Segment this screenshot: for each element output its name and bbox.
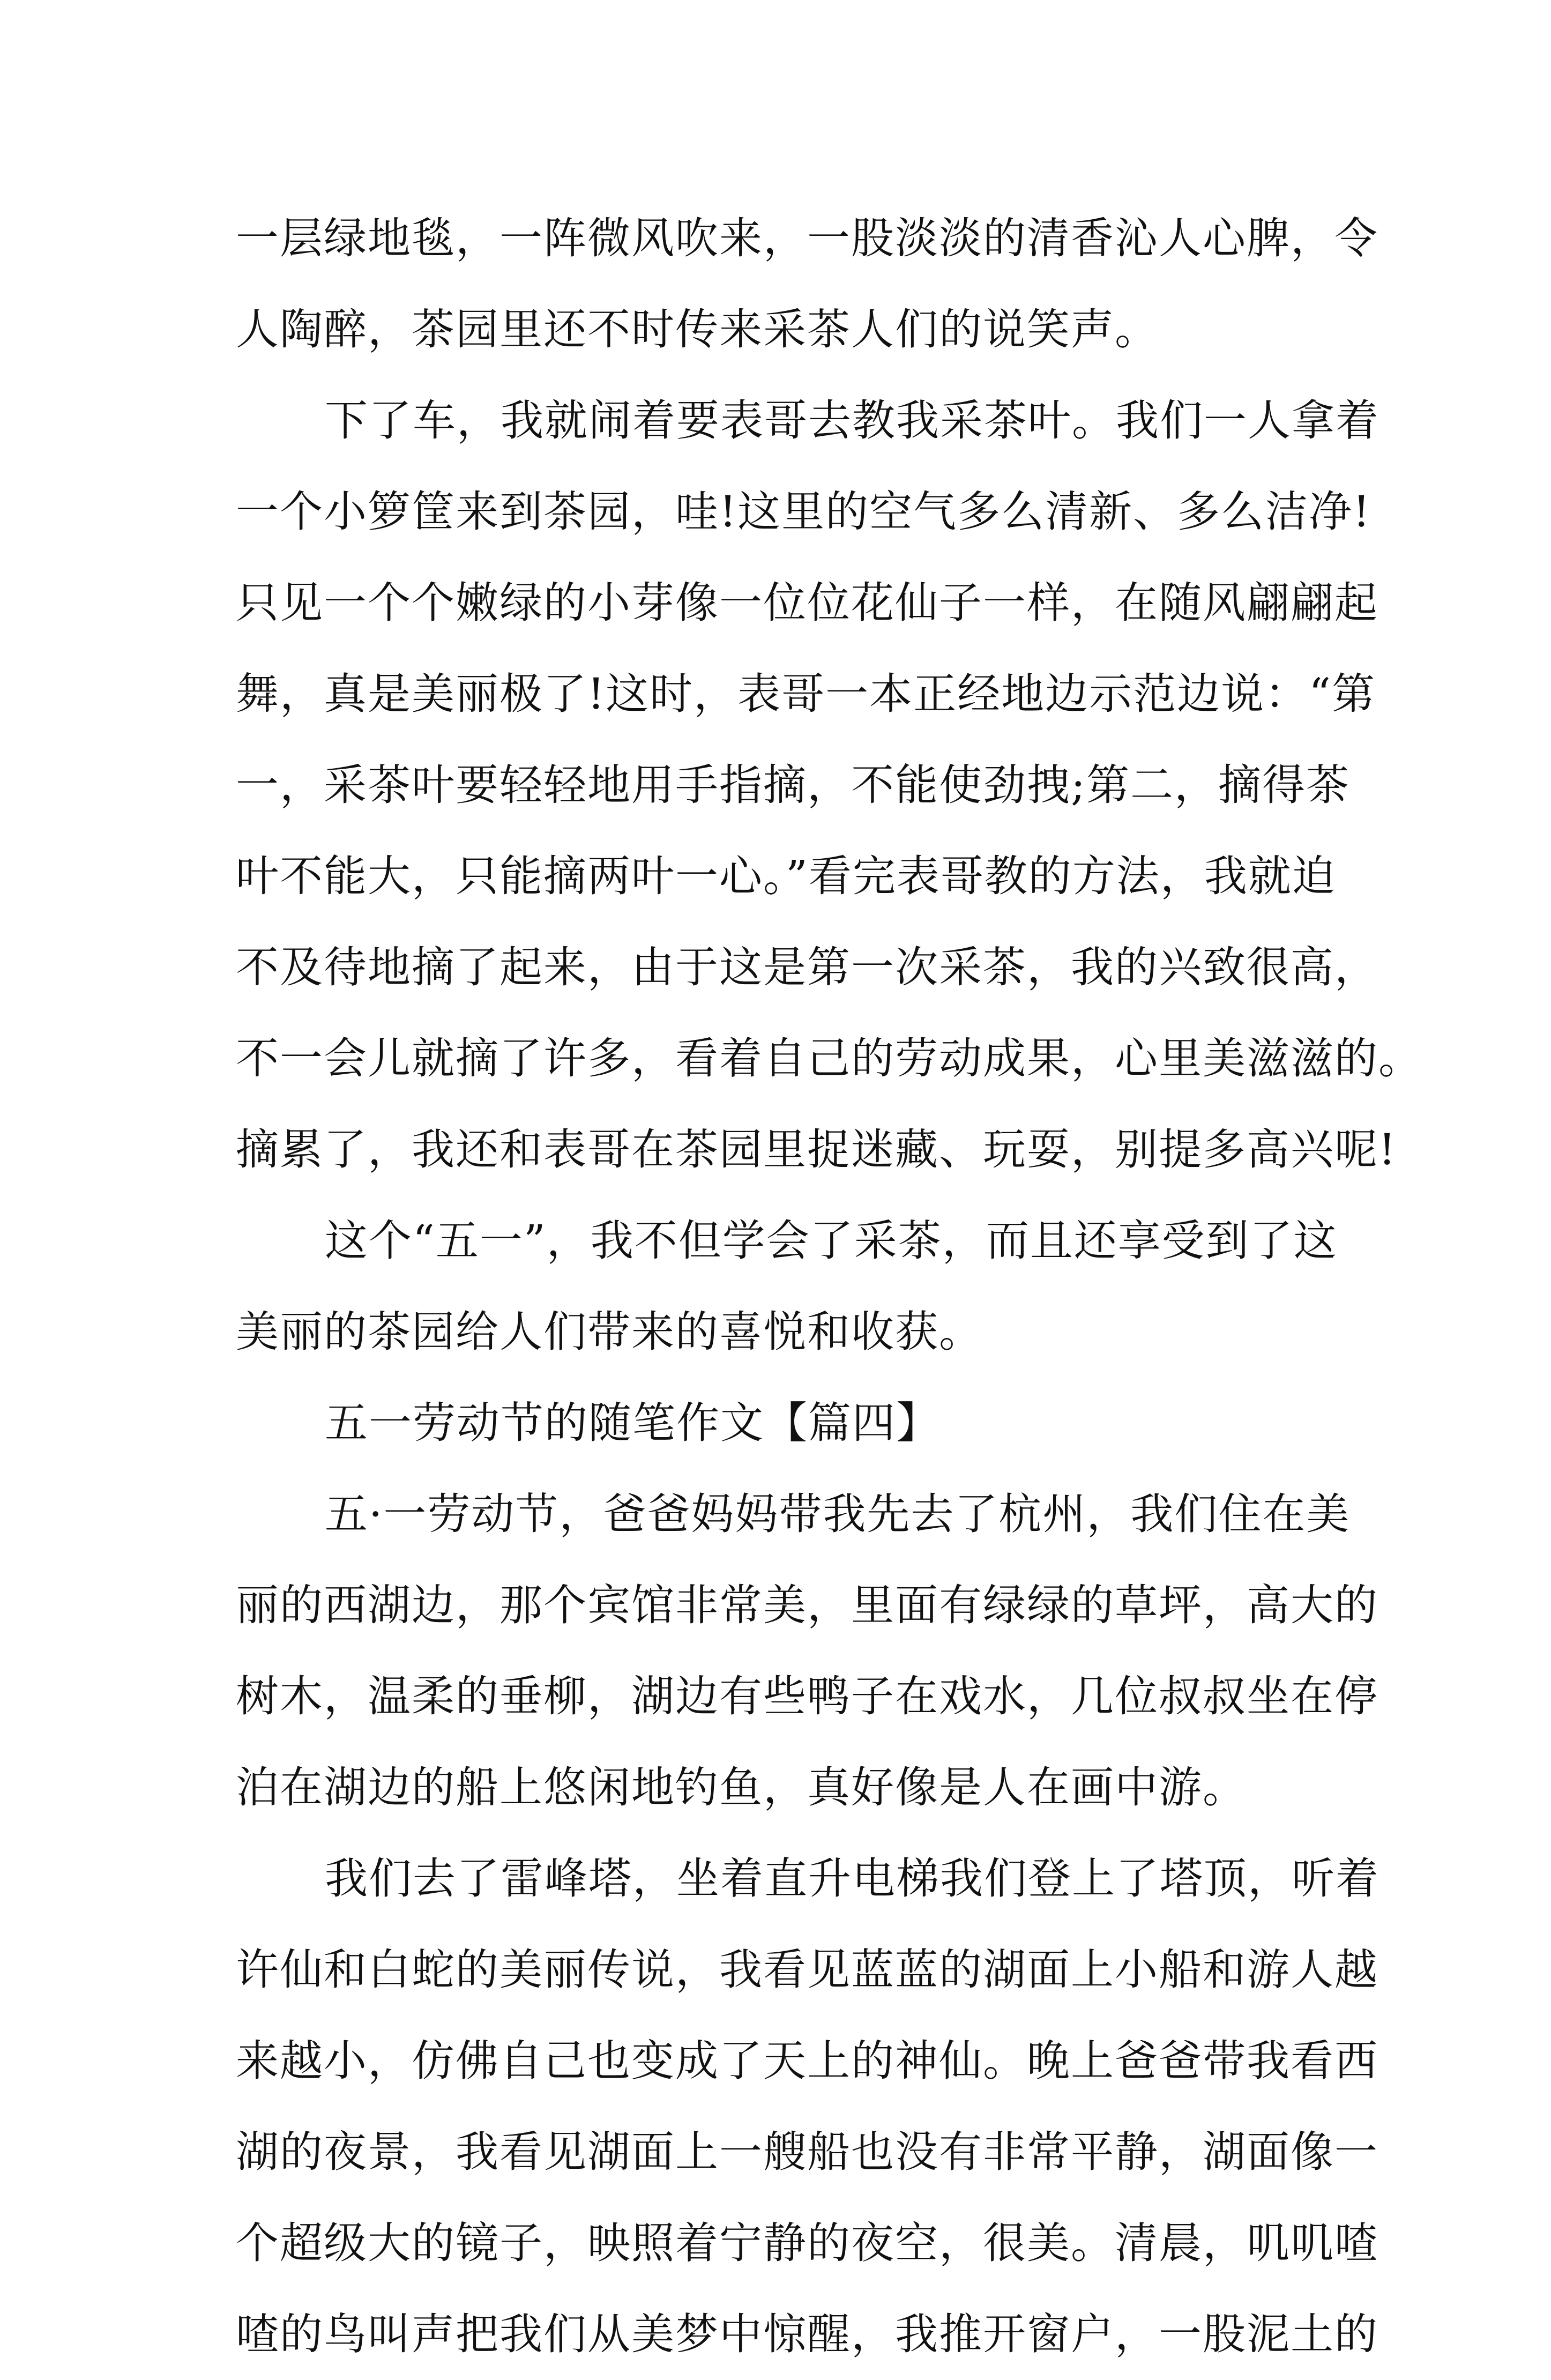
text-line: 一个小箩筐来到茶园，哇!这里的空气多么清新、多么洁净! bbox=[236, 487, 1371, 537]
text-line: 只见一个个嫩绿的小芽像一位位花仙子一样，在随风翩翩起 bbox=[236, 578, 1378, 628]
text-line: 我们去了雷峰塔，坐着直升电梯我们登上了塔顶，听着 bbox=[325, 1854, 1380, 1903]
text-line: 个超级大的镜子，映照着宁静的夜空，很美。清晨，叽叽喳 bbox=[236, 2218, 1378, 2268]
document-body bbox=[236, 193, 1422, 2380]
text-line: 摘累了，我还和表哥在茶园里捉迷藏、玩耍，别提多高兴呢! bbox=[236, 1125, 1397, 1174]
text-line: 美丽的茶园给人们带来的喜悦和收获。 bbox=[236, 1307, 983, 1357]
text-line: 一，采茶叶要轻轻地用手指摘，不能使劲拽;第二，摘得茶 bbox=[236, 760, 1350, 810]
text-line: 来越小，仿佛自己也变成了天上的神仙。晚上爸爸带我看西 bbox=[236, 2036, 1378, 2086]
text-line: 这个“五一”，我不但学会了采茶，而且还享受到了这 bbox=[325, 1216, 1338, 1266]
section-heading: 五一劳动节的随笔作文【篇四】 bbox=[325, 1398, 940, 1448]
text-line: 下了车，我就闹着要表哥去教我采茶叶。我们一人拿着 bbox=[325, 396, 1380, 445]
text-line: 丽的西湖边，那个宾馆非常美，里面有绿绿的草坪，高大的 bbox=[236, 1580, 1378, 1630]
text-line: 叶不能大，只能摘两叶一心。”看完表哥教的方法，我就迫 bbox=[236, 851, 1336, 901]
text-line: 舞，真是美丽极了!这时，表哥一本正经地边示范边说：“第 bbox=[236, 669, 1376, 719]
text-line: 人陶醉，茶园里还不时传来采茶人们的说笑声。 bbox=[236, 304, 1159, 354]
text-line: 许仙和白蛇的美丽传说，我看见蓝蓝的湖面上小船和游人越 bbox=[236, 1945, 1378, 1995]
text-line: 树木，温柔的垂柳，湖边有些鸭子在戏水，几位叔叔坐在停 bbox=[236, 1671, 1378, 1721]
text-line: 五·一劳动节，爸爸妈妈带我先去了杭州，我们住在美 bbox=[325, 1489, 1351, 1539]
text-line: 喳的鸟叫声把我们从美梦中惊醒，我推开窗户，一股泥土的 bbox=[236, 2309, 1378, 2359]
text-line: 湖的夜景，我看见湖面上一艘船也没有非常平静，湖面像一 bbox=[236, 2127, 1378, 2177]
text-line: 一层绿地毯，一阵微风吹来，一股淡淡的清香沁人心脾，令 bbox=[236, 213, 1378, 263]
text-line: 泊在湖边的船上悠闲地钓鱼，真好像是人在画中游。 bbox=[236, 1762, 1247, 1812]
text-line: 不一会儿就摘了许多，看着自己的劳动成果，心里美滋滋的。 bbox=[236, 1033, 1422, 1083]
text-line: 不及待地摘了起来，由于这是第一次采茶，我的兴致很高， bbox=[236, 942, 1378, 992]
